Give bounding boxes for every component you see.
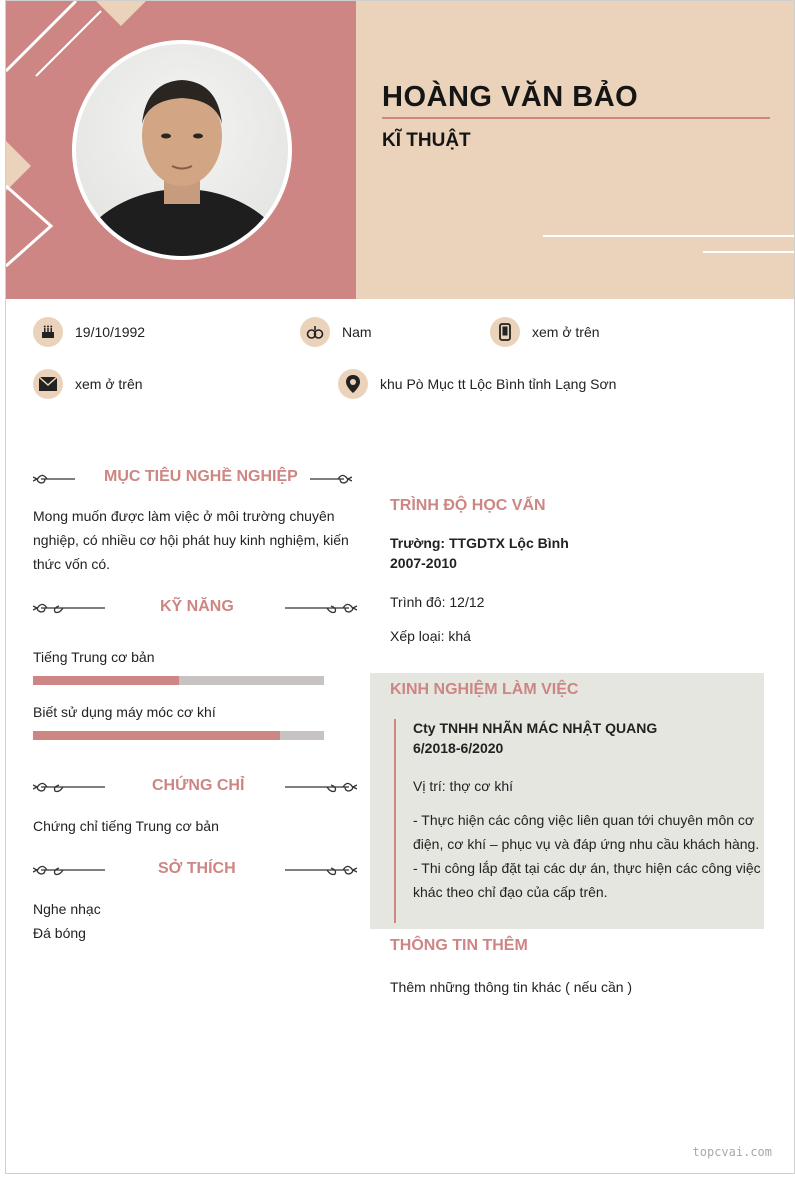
- extra-text: Thêm những thông tin khác ( nếu cần ): [390, 979, 633, 995]
- address-text: khu Pò Mục tt Lộc Bình tỉnh Lạng Sơn: [380, 376, 617, 392]
- name-underline: [382, 117, 770, 119]
- phone-icon: [490, 317, 520, 347]
- header-deco-line: [543, 235, 795, 237]
- cake-icon: [33, 317, 63, 347]
- skill-bar: [33, 731, 324, 740]
- objective-title: MỤC TIÊU NGHỀ NGHIỆP: [104, 468, 298, 485]
- education-grade: Xếp loại: khá: [390, 628, 471, 644]
- experience-title: KINH NGHIỆM LÀM VIỆC: [390, 681, 579, 698]
- skill-name: Biết sử dụng máy móc cơ khí: [33, 704, 216, 720]
- gender-icon: [300, 317, 330, 347]
- ornament-right-icon: [308, 471, 352, 487]
- contact-phone: [490, 317, 600, 347]
- ornament-left-icon: [33, 471, 77, 487]
- location-pin-icon: [338, 369, 368, 399]
- job-title: KĨ THUẬT: [382, 130, 471, 151]
- skill-bar: [33, 676, 324, 685]
- ornament-right-icon: [283, 779, 357, 795]
- education-period: 2007-2010: [390, 555, 457, 571]
- ornament-right-icon: [283, 862, 357, 878]
- contact-email: [33, 369, 143, 399]
- hobby-item: Đá bóng: [33, 925, 86, 941]
- skill-bar-fill: [33, 676, 179, 685]
- cv-page: [5, 0, 795, 1174]
- experience-duty: - Thực hiện các công việc liên quan tới chuyên môn cơ điện, cơ khí – phục vụ và đáp ứng nhu cầu khách hàng.: [413, 812, 760, 852]
- profile-photo: [72, 40, 292, 260]
- experience-position: Vị trí: thợ cơ khí: [413, 778, 514, 794]
- education-title: TRÌNH ĐỘ HỌC VẤN: [390, 497, 546, 514]
- gender-text: Nam: [342, 324, 372, 340]
- ornament-right-icon: [283, 600, 357, 616]
- objective-text: Mong muốn được làm việc ở môi trường chuyên nghiệp, có nhiều cơ hội phát huy kinh nghiệm, kiến thức vốn có.: [33, 508, 349, 572]
- experience-duty: - Thi công lắp đặt tại các dự án, thực hiện các công việc khác theo chỉ đạo của cấp trên.: [413, 860, 761, 900]
- experience-timeline-line: [394, 719, 396, 923]
- email-text: xem ở trên: [75, 376, 143, 392]
- skills-title: KỸ NĂNG: [160, 598, 234, 615]
- skill-name: Tiếng Trung cơ bản: [33, 649, 155, 665]
- education-level: Trình đô: 12/12: [390, 594, 485, 610]
- watermark: topcvai.com: [692, 1145, 772, 1159]
- candidate-name: HOÀNG VĂN BẢO: [382, 81, 639, 113]
- ornament-left-icon: [33, 779, 107, 795]
- contact-birthday: [33, 317, 145, 347]
- certificates-title: CHỨNG CHỈ: [152, 777, 245, 794]
- birthday-text: 19/10/1992: [75, 324, 146, 340]
- ornament-left-icon: [33, 862, 107, 878]
- education-school: Trường: TTGDTX Lộc Bình: [390, 535, 569, 551]
- envelope-icon: [33, 369, 63, 399]
- extra-title: THÔNG TIN THÊM: [390, 937, 528, 954]
- header-deco-line: [703, 251, 795, 253]
- hobby-item: Nghe nhạc: [33, 901, 101, 917]
- skill-bar-fill: [33, 731, 280, 740]
- header-left-panel: [6, 1, 356, 299]
- experience-company: Cty TNHH NHÃN MÁC NHẬT QUANG: [413, 720, 658, 736]
- experience-period: 6/2018-6/2020: [413, 740, 504, 756]
- contact-gender: [300, 317, 372, 347]
- hobbies-title: SỞ THÍCH: [158, 860, 236, 877]
- certificate-text: Chứng chỉ tiếng Trung cơ bản: [33, 818, 219, 834]
- ornament-left-icon: [33, 600, 107, 616]
- contact-address: [338, 369, 616, 399]
- phone-text: xem ở trên: [532, 324, 600, 340]
